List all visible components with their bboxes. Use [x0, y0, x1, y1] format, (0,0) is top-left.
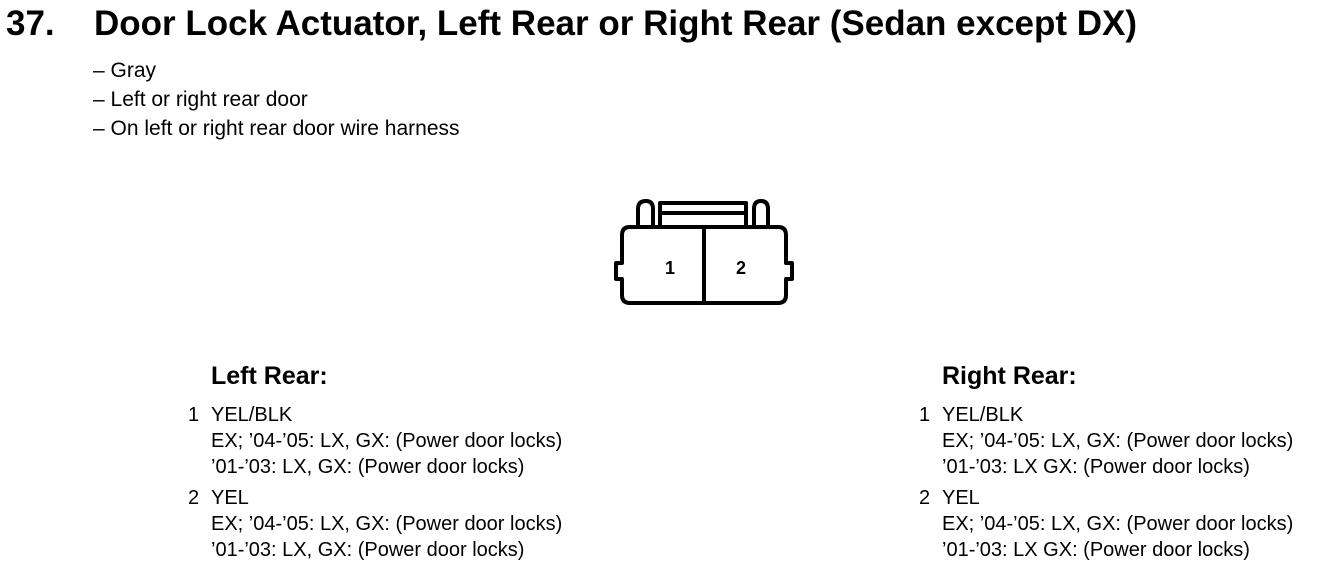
wire-color: YEL: [211, 487, 249, 509]
wire-usage: EX; ’04-’05: LX, GX: (Power door locks): [942, 513, 1294, 535]
connector-right-rib: [754, 201, 768, 227]
connector-latch: [660, 203, 746, 227]
wire-usage: ’01-’03: LX GX: (Power door locks): [942, 539, 1250, 561]
wire-usage: EX; ’04-’05: LX, GX: (Power door locks): [211, 430, 563, 452]
connector-notes: [93, 56, 460, 143]
pin-number: 2: [919, 487, 931, 509]
wire-usage: ’01-’03: LX GX: (Power door locks): [942, 456, 1250, 478]
wire-usage: ’01-’03: LX, GX: (Power door locks): [211, 456, 525, 478]
left-rear-section: [185, 360, 562, 563]
wire-color: YEL/BLK: [942, 404, 1024, 426]
note-harness: – On left or right rear door wire harness: [93, 117, 460, 140]
wire-usage: EX; ’04-’05: LX, GX: (Power door locks): [211, 513, 563, 535]
wire-usage: ’01-’03: LX, GX: (Power door locks): [211, 539, 525, 561]
wire-color: YEL: [942, 487, 980, 509]
wire-usage: EX; ’04-’05: LX, GX: (Power door locks): [942, 430, 1294, 452]
wire-color: YEL/BLK: [211, 404, 293, 426]
right-rear-pin-1: [916, 402, 1293, 480]
connector-left-rib: [638, 201, 653, 227]
pin-number: 1: [919, 404, 931, 426]
connector-diagram: [608, 195, 798, 310]
pin-number: 1: [188, 404, 200, 426]
left-rear-pin-2: [185, 485, 562, 563]
section-number: 37.: [6, 4, 55, 43]
section-title: Door Lock Actuator, Left Rear or Right Rear (Sedan except DX): [94, 4, 1138, 43]
note-location: – Left or right rear door: [93, 88, 308, 111]
right-rear-heading: Right Rear:: [942, 362, 1077, 390]
left-rear-pin-1: [185, 402, 562, 480]
pin-2-label: 2: [735, 258, 747, 278]
left-rear-heading: Left Rear:: [211, 362, 328, 390]
note-color: – Gray: [93, 59, 157, 82]
right-rear-section: [916, 360, 1293, 563]
pin-1-label: 1: [664, 258, 676, 278]
right-rear-pin-2: [916, 485, 1293, 563]
pin-number: 2: [188, 487, 200, 509]
